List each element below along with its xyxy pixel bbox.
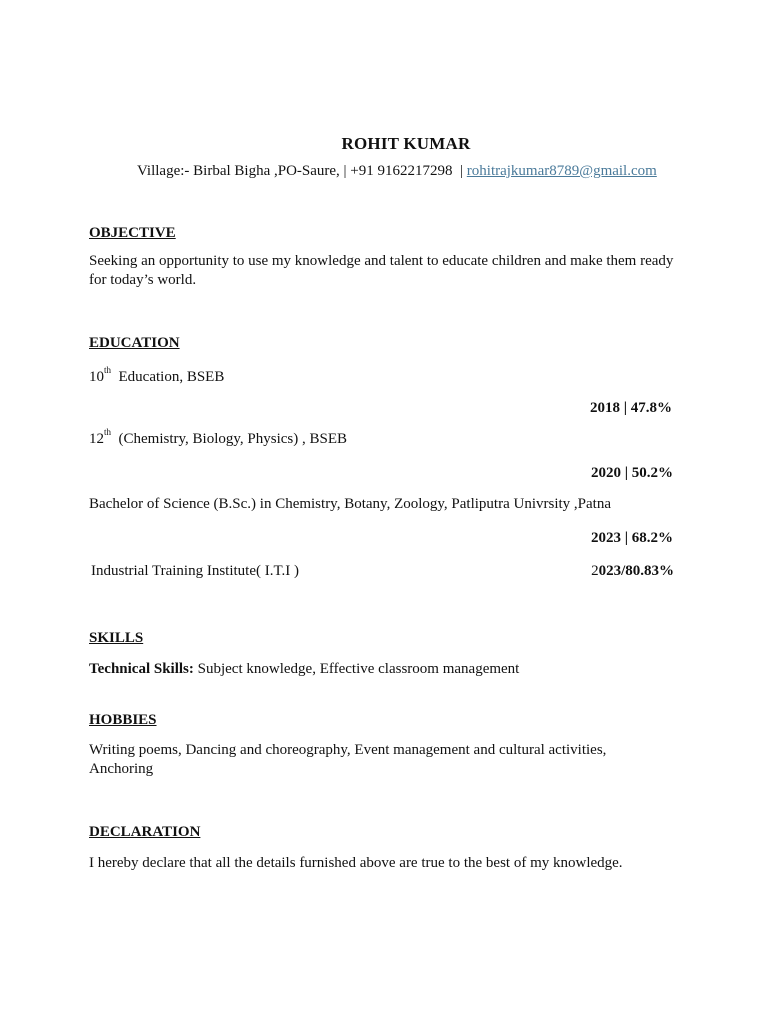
hobbies-heading: HOBBIES [89,712,157,728]
education-result-iti-rest: 023/80.83% [598,563,674,579]
contact-line [137,162,657,181]
skills-value: Subject knowledge, Effective classroom management [193,661,520,677]
skills-text [89,660,689,679]
education-heading: EDUCATION [89,335,180,351]
education-result-10th: 2018 | 47.8% [589,400,672,416]
declaration-heading: DECLARATION [89,824,201,840]
education-result-iti [591,562,674,581]
education-item-title: Education, BSEB [111,369,225,385]
skills-heading: SKILLS [89,630,144,646]
objective-text: Seeking an opportunity to use my knowledge and talent to educate children and make them ready for today’s world. [89,253,674,288]
declaration-text: I hereby declare that all the details furnished above are true to the best of my knowledge. [89,855,623,871]
hobbies-text: Writing poems, Dancing and choreography, Event management and cultural activities, Anchoring [89,742,607,777]
education-item-superscript: th [104,365,112,375]
education-item-iti: Industrial Training Institute( I.T.I ) [91,563,300,579]
contact-details: Village:- Birbal Bigha ,PO-Saure, | +91 9162217298 | [137,163,467,179]
education-item-bsc: Bachelor of Science (B.Sc.) in Chemistry, Botany, Zoology, Patliputra Univrsity ,Patna [89,496,611,512]
education-result-12th: 2020 | 50.2% [590,465,673,481]
education-result-iti-first: 2 [591,563,599,579]
skills-label: Technical Skills: [89,661,194,677]
objective-heading: OBJECTIVE [89,225,176,241]
education-item-10th [89,365,225,387]
candidate-name: ROHIT KUMAR [341,134,471,153]
education-item-title: (Chemistry, Biology, Physics) , BSEB [111,431,348,447]
education-result-bsc: 2023 | 68.2% [590,530,673,546]
email-link[interactable]: rohitrajkumar8789@gmail.com [466,163,657,179]
education-item-number: 12 [89,431,104,447]
education-item-12th [89,427,348,449]
education-item-number: 10 [89,369,104,385]
education-item-superscript: th [104,427,112,437]
